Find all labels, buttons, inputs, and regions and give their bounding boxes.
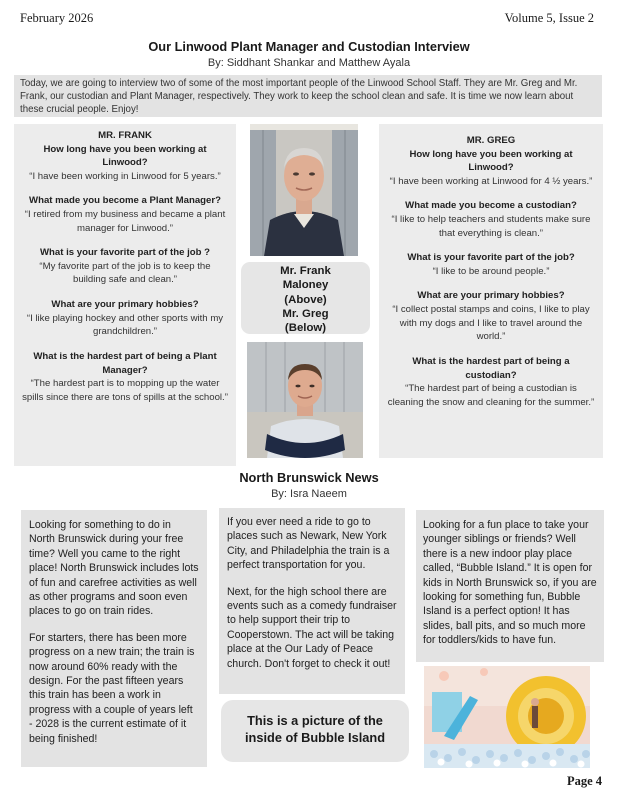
caption-line: Mr. Frank [280, 265, 331, 277]
greg-answer: “The hardest part of being a custodian is cleaning the snow and cleaning for the summer.” [387, 383, 595, 408]
news-paragraph: For starters, there has been more progress on a new train; the train is now around 60% ready with the design. For the past fifteen years this train has been a work in progress with a couple of years left - 2028 is the current estimate of it being finished! [29, 631, 195, 745]
caption-line: Maloney [282, 279, 329, 292]
news-column-1 [21, 510, 207, 767]
frank-answer: “I like playing hockey and other sports with my grandchildren.” [26, 312, 224, 338]
mr-greg-photo [247, 342, 363, 458]
frank-name: MR. FRANK [98, 130, 152, 141]
frank-question: How long have you been working at Linwood? [43, 143, 207, 169]
caption-line: Mr. Greg [282, 308, 329, 321]
caption-line: (Above) [284, 293, 327, 306]
news-column-3 [416, 510, 604, 662]
greg-answer: “I have been working at Linwood for 4 ½ years.” [389, 175, 593, 187]
photo-caption [241, 262, 370, 334]
frank-question: What is your favorite part of the job ? [39, 247, 211, 259]
news-column-2 [219, 508, 405, 694]
news-paragraph: Looking for something to do in North Brunswick during your free time? Well you came to the right place! North Brunswick includes lots of fun and carefree activities as well as other programs and soon even places to go on train rides. [29, 519, 199, 618]
greg-answer: “I like to be around people.” [432, 265, 550, 277]
article-title: Our Linwood Plant Manager and Custodian Interview [148, 39, 470, 54]
frank-question: What is the hardest part of being a Plant Manager? [33, 350, 217, 376]
greg-question: What is your favorite part of the job? [407, 252, 575, 264]
greg-question: How long have you been working at Linwood? [409, 148, 573, 174]
issue-volume: Volume 5, Issue 2 [504, 11, 594, 25]
frank-question: What made you become a Plant Manager? [29, 195, 221, 207]
frank-answer: “I have been working in Linwood for 5 years.” [29, 170, 221, 182]
greg-question: What is the hardest part of being a custodian? [412, 355, 570, 381]
news-paragraph: If you ever need a ride to go to places such as Newark, New York City, and Philadelphia the train is a perfect transportation for you. [227, 516, 390, 572]
bubble-island-caption: This is a picture of the inside of Bubble Island [221, 700, 409, 762]
frank-interview-box [14, 124, 236, 466]
greg-question: What made you become a custodian? [405, 200, 577, 212]
mr-frank-photo [250, 124, 358, 256]
greg-answer: “I like to help teachers and students make sure that everything is clean.” [391, 214, 591, 239]
news-title: North Brunswick News [239, 470, 379, 485]
greg-question: What are your primary hobbies? [417, 290, 565, 302]
page-number: Page 4 [566, 774, 602, 788]
greg-interview-box [379, 124, 603, 458]
greg-name: MR. GREG [466, 135, 516, 146]
article-byline: By: Siddhant Shankar and Matthew Ayala [207, 57, 411, 69]
bubble-island-photo [424, 666, 590, 768]
issue-date: February 2026 [20, 11, 94, 25]
news-paragraph: Next, for the high school there are events such as a comedy fundraiser to help support their trip to Cooperstown. The act will be taking place at the Our Lady of Peace church. Don't forget to check it out! [227, 585, 397, 670]
greg-answer: “I collect postal stamps and coins, I like to play with my dogs and I like to travel around the world.” [392, 304, 590, 343]
frank-question: What are your primary hobbies? [51, 299, 199, 311]
frank-answer: “The hardest part is to mopping up the water spills since there are tons of spills at the school.” [22, 378, 228, 403]
news-paragraph: Looking for a fun place to take your younger siblings or friends? Well there is a new indoor play place called, “Bubble Island.” It is open for kids in North Brunswick so, if you are looking for something fun, Bubble Island is a perfect option! It has slides, ball pits, and so much more for toddlers/kids to have fun. [423, 519, 597, 647]
caption-line: (Below) [284, 322, 327, 335]
frank-answer: “I retired from my business and became a plant manager for Linwood.” [24, 209, 226, 234]
frank-answer: “My favorite part of the job is to keep the building safe and clean.” [39, 260, 211, 286]
news-byline: By: Isra Naeem [271, 488, 347, 500]
interview-intro: Today, we are going to interview two of some of the most important people of the Linwood School Staff. They are Mr. Greg and Mr. Frank, our custodian and Plant Manager, respectively. They work to keep the school clean and safe. It is time we now learn about these crucial people. Enjoy! [14, 75, 602, 117]
